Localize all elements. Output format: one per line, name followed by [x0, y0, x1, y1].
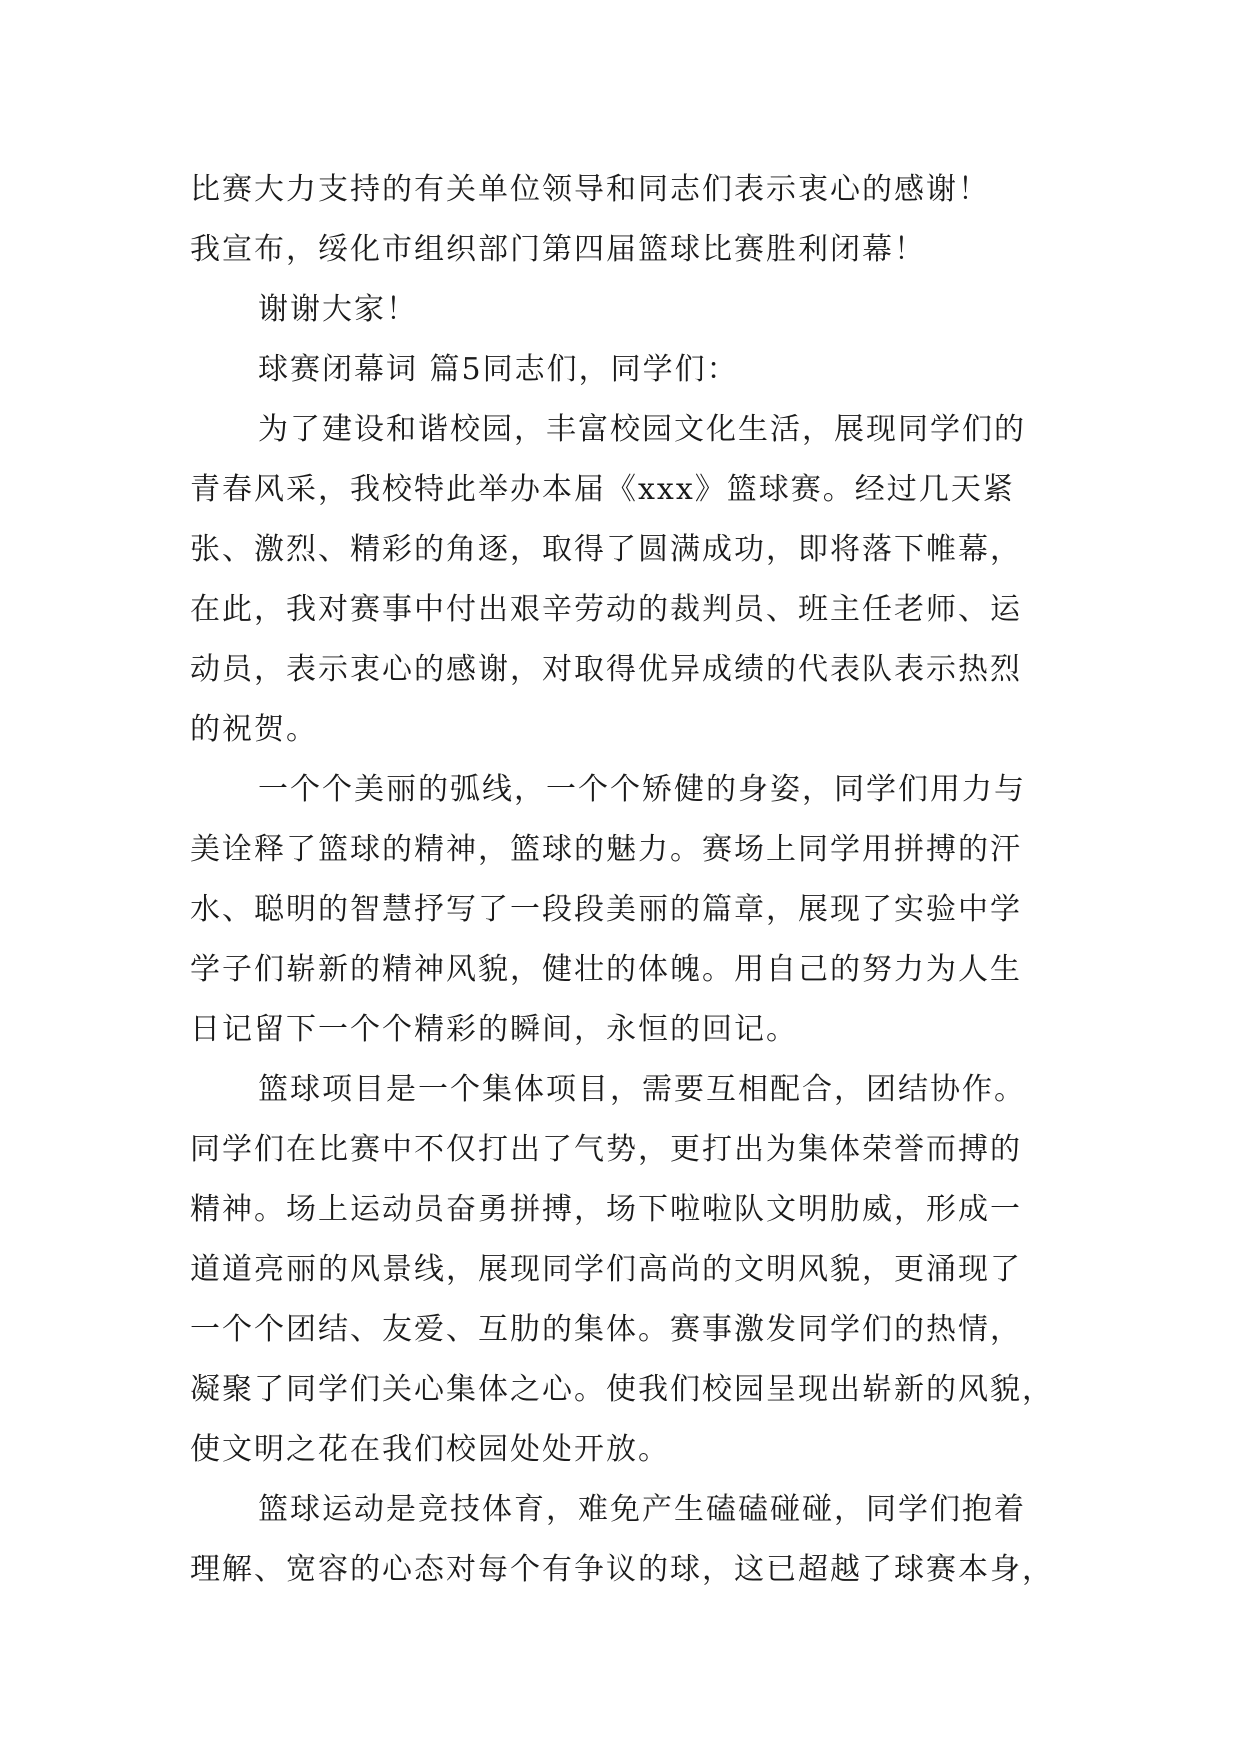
text-line: 我宣布，绥化市组织部门第四届篮球比赛胜利闭幕！: [190, 232, 926, 267]
section-heading: 球赛闭幕词 篇5同志们，同学们：: [258, 352, 739, 387]
text-line: 道道亮丽的风景线，展现同学们高尚的文明风貌，更涌现了: [190, 1252, 1022, 1287]
text-line: 动员，表示衷心的感谢，对取得优异成绩的代表队表示热烈: [190, 652, 1022, 687]
text-line: 精神。场上运动员奋勇拼搏，场下啦啦队文明肋威，形成一: [190, 1192, 1022, 1227]
text-line: 同学们在比赛中不仅打出了气势，更打出为集体荣誉而搏的: [190, 1132, 1022, 1167]
text-line: 谢谢大家！: [258, 292, 418, 327]
text-line: 篮球项目是一个集体项目，需要互相配合，团结协作。: [258, 1072, 1026, 1107]
text-line: 为了建设和谐校园，丰富校园文化生活，展现同学们的: [258, 412, 1026, 447]
document-body: [190, 160, 1060, 1600]
text-line: 使文明之花在我们校园处处开放。: [190, 1432, 670, 1467]
text-line: 青春风采，我校特此举办本届《xxx》篮球赛。经过几天紧: [190, 472, 1015, 507]
text-line: 在此，我对赛事中付出艰辛劳动的裁判员、班主任老师、运: [190, 592, 1022, 627]
text-line: 张、激烈、精彩的角逐，取得了圆满成功，即将落下帷幕，: [190, 532, 1022, 567]
text-line: 美诠释了篮球的精神，篮球的魅力。赛场上同学用拼搏的汗: [190, 832, 1022, 867]
text-line: 理解、宽容的心态对每个有争议的球，这已超越了球赛本身，: [190, 1552, 1054, 1587]
text-line: 的祝贺。: [190, 712, 318, 747]
text-line: 篮球运动是竞技体育，难免产生磕磕碰碰，同学们抱着: [258, 1492, 1026, 1527]
text-line: 日记留下一个个精彩的瞬间，永恒的回记。: [190, 1012, 798, 1047]
text-line: 学子们崭新的精神风貌，健壮的体魄。用自己的努力为人生: [190, 952, 1022, 987]
text-line: 一个个美丽的弧线，一个个矫健的身姿，同学们用力与: [258, 772, 1026, 807]
text-line: 比赛大力支持的有关单位领导和同志们表示衷心的感谢！: [190, 172, 990, 207]
text-line: 水、聪明的智慧抒写了一段段美丽的篇章，展现了实验中学: [190, 892, 1022, 927]
text-line: 凝聚了同学们关心集体之心。使我们校园呈现出崭新的风貌，: [190, 1372, 1054, 1407]
text-line: 一个个团结、友爱、互肋的集体。赛事激发同学们的热情，: [190, 1312, 1022, 1347]
